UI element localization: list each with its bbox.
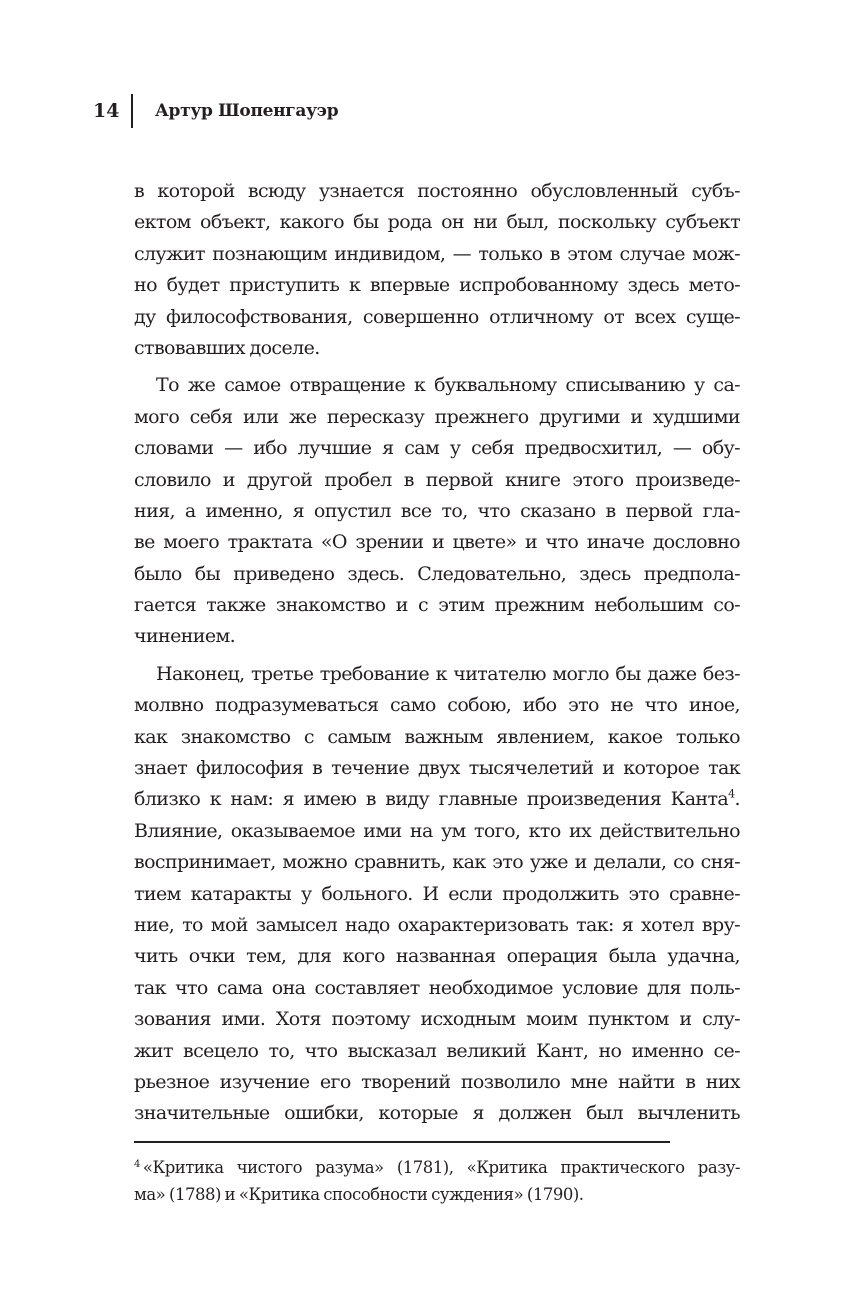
paragraph-3 <box>134 659 740 1130</box>
text-line: мого себя или же пересказу прежнего другими и худшими <box>134 405 740 428</box>
body-text <box>134 176 740 1130</box>
footnote-text: «Критика чистого разума» (1781), «Критика практического разу- <box>142 1158 740 1177</box>
paragraph-1 <box>134 176 740 364</box>
running-header <box>93 94 338 128</box>
text-line-with-footnote-ref <box>134 784 740 815</box>
header-divider <box>131 94 133 128</box>
text-line: зования ими. Хотя поэтому исходным моим пунктом и слу- <box>134 1008 740 1031</box>
text-line: Влияние, оказываемое ими на ум того, кто их действительно <box>134 819 740 842</box>
text-line: жит всецело то, что высказал великий Кант, но именно се- <box>134 1039 740 1062</box>
text-line: было бы приведено здесь. Следовательно, здесь предпола- <box>134 562 740 585</box>
footnote-line <box>134 1154 740 1181</box>
text-line: ствовавших доселе. <box>134 336 320 359</box>
text-line: словами — ибо лучшие я сам у себя предвосхитил, — обу- <box>134 437 740 460</box>
text-line: значительные ошибки, которые я должен был вычленить <box>134 1102 740 1125</box>
text-line: ду философствования, совершенно отличному от всех суще- <box>134 305 740 328</box>
text-line: ектом объект, какого бы рода он ни был, поскольку субъект <box>134 211 740 234</box>
text-line-content: близко к нам: я имею в виду главные произведения Канта <box>134 788 729 811</box>
footnote-number: 4 <box>134 1158 140 1170</box>
text-line: словило и другой пробел в первой книге этого произведе- <box>134 468 740 491</box>
paragraph-2 <box>134 370 740 653</box>
text-line: рьезное изучение его творений позволило мне найти в них <box>134 1070 740 1093</box>
text-line: чить очки тем, для кого названная операция была удачна, <box>134 945 740 968</box>
text-line: Наконец, третье требование к читателю могло бы даже без- <box>156 662 740 685</box>
text-line: воспринимает, можно сравнить, как это уже и делали, со сня- <box>134 851 740 874</box>
text-line: чинением. <box>134 625 236 648</box>
footnote-ref[interactable]: 4 <box>728 788 735 802</box>
page-number: 14 <box>93 100 120 122</box>
text-line: но будет приступить к впервые испробованному здесь мето- <box>134 274 740 297</box>
footnote-line: ма» (1788) и «Критика способности суждения» (1790). <box>134 1185 584 1204</box>
text-line: ние, то мой замысел надо охарактеризовать так: я хотел вру- <box>134 913 740 936</box>
text-line: как знакомство с самым важным явлением, какое только <box>134 725 740 748</box>
footnote-ref-suffix: . <box>734 788 740 811</box>
footnote-divider <box>134 1141 670 1143</box>
text-line: знает философия в течение двух тысячелетий и которое так <box>134 757 740 780</box>
text-line: То же самое отвращение к буквальному списыванию у са- <box>156 374 740 397</box>
text-line: служит познающим индивидом, — только в этом случае мож- <box>134 242 740 265</box>
text-line: так что сама она составляет необходимое условие для поль- <box>134 976 740 999</box>
running-title: Артур Шопенгауэр <box>155 101 339 121</box>
text-line: тием катаракты у больного. И если продолжить это сравне- <box>134 882 740 905</box>
text-line: молвно подразумеваться само собою, ибо это не что иное, <box>134 694 740 717</box>
text-line: в которой всюду узнается постоянно обусловленный субъ- <box>134 180 740 202</box>
text-line: гается также знакомство и с этим прежним небольшим со- <box>134 594 740 617</box>
text-line: ве моего трактата «О зрении и цвете» и что иначе дословно <box>134 531 740 554</box>
footnote <box>134 1154 740 1208</box>
text-line: ния, а именно, я опустил все то, что сказано в первой гла- <box>134 499 740 522</box>
